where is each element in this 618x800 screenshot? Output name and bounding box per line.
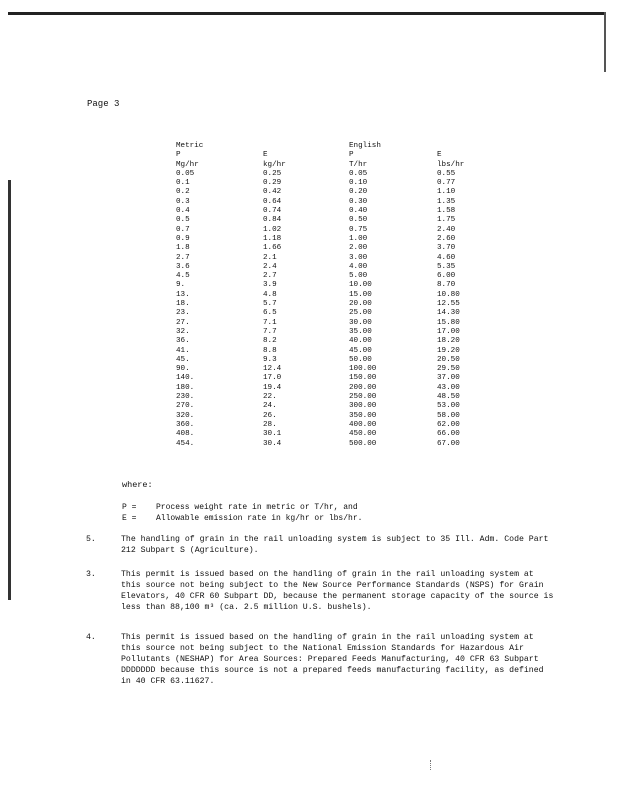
cell-p-metric: 0.1 <box>176 179 190 188</box>
cell-p-metric: 320. <box>176 411 195 420</box>
cell-e-metric: 8.2 <box>263 337 277 346</box>
cell-e-metric: 30.4 <box>263 439 282 448</box>
table-var-header <box>176 151 497 160</box>
cell-e-english: 10.80 <box>437 290 460 299</box>
cell-e-english: 1.58 <box>437 207 456 216</box>
table-row <box>176 300 497 309</box>
cell-e-english: 2.40 <box>437 225 456 234</box>
cell-e-english: 1.75 <box>437 216 456 225</box>
table-row <box>176 244 497 253</box>
cell-e-english: 43.00 <box>437 383 460 392</box>
cell-p-english: 20.00 <box>349 300 372 309</box>
cell-p-metric: 0.4 <box>176 207 190 216</box>
paragraph-text: This permit is issued based on the handling of grain in the rail unloading system at this source not being subject to the National Emission Standards for Hazardous Air Pollutants (NESHAP) for Area Sources: Prepared Feeds Manufacturing, 40 CFR 63 Subpart DDDDDDD because this source is not a prepared feeds manufacturing facility, as defined in 40 CFR 63.11627. <box>121 633 544 686</box>
cell-p-english: 10.00 <box>349 281 372 290</box>
table-row <box>176 179 497 188</box>
cell-e-english: 6.00 <box>437 272 456 281</box>
table-row <box>176 198 497 207</box>
cell-e-metric: 28. <box>263 420 277 429</box>
cell-p-english: 15.00 <box>349 290 372 299</box>
cell-p-metric: 0.05 <box>176 169 195 178</box>
cell-p-metric: 1.8 <box>176 244 190 253</box>
cell-p-english: 0.50 <box>349 216 368 225</box>
cell-e-metric: 0.64 <box>263 197 282 206</box>
cell-p-english: 2.00 <box>349 244 368 253</box>
cell-p-metric: 2.7 <box>176 253 190 262</box>
definition-var: E = <box>122 514 137 523</box>
scan-edge-left <box>8 180 11 600</box>
var-header-e-metric: E <box>263 151 268 160</box>
cell-e-metric: 2.1 <box>263 253 277 262</box>
cell-p-english: 300.00 <box>349 402 377 411</box>
var-header-e-english: E <box>437 151 442 160</box>
cell-e-metric: 1.18 <box>263 234 282 243</box>
cell-p-metric: 3.6 <box>176 262 190 271</box>
process-weight-table <box>176 142 497 449</box>
table-row <box>176 254 497 263</box>
unit-header-lbs-hr: lbs/hr <box>437 160 465 169</box>
paragraph-text: The handling of grain in the rail unloading system is subject to 35 Ill. Adm. Code Part 212 Subpart S (Agriculture). <box>121 535 549 555</box>
cell-e-english: 3.70 <box>437 244 456 253</box>
cell-p-english: 40.00 <box>349 337 372 346</box>
cell-p-english: 0.05 <box>349 169 368 178</box>
cell-p-english: 350.00 <box>349 411 377 420</box>
paragraph-4 <box>86 632 556 687</box>
cell-p-metric: 13. <box>176 290 190 299</box>
group-header-metric: Metric <box>176 142 204 150</box>
definition-var: P = <box>122 503 137 512</box>
table-row <box>176 170 497 179</box>
paragraph-text: This permit is issued based on the handling of grain in the rail unloading system at this source not being subject to the New Source Performance Standards (NSPS) for Grain Elevators, 40 CFR 60 Subpart DD, because the permanent storage capacity of the source is less than 88,100 m³ (ca. 2.5 million U.S. bushels). <box>121 570 554 612</box>
cell-e-english: 12.55 <box>437 300 460 309</box>
page-number: Page 3 <box>87 99 120 109</box>
table-row <box>176 356 497 365</box>
cell-p-metric: 18. <box>176 300 190 309</box>
table-row <box>176 393 497 402</box>
cell-e-metric: 8.8 <box>263 346 277 355</box>
cell-p-metric: 0.7 <box>176 225 190 234</box>
cell-e-english: 48.50 <box>437 393 460 402</box>
cell-e-english: 1.35 <box>437 197 456 206</box>
table-row <box>176 374 497 383</box>
table-row <box>176 412 497 421</box>
definition-text: Allowable emission rate in kg/hr or lbs/hr. <box>156 514 363 523</box>
cell-e-english: 19.20 <box>437 346 460 355</box>
table-row <box>176 281 497 290</box>
cell-e-english: 2.60 <box>437 234 456 243</box>
table-row <box>176 188 497 197</box>
cell-p-metric: 454. <box>176 439 195 448</box>
table-row <box>176 226 497 235</box>
cell-e-metric: 9.3 <box>263 355 277 364</box>
cell-e-metric: 1.02 <box>263 225 282 234</box>
scan-edge-right <box>604 12 606 72</box>
paragraph-number: 3. <box>86 570 96 579</box>
cell-e-metric: 26. <box>263 411 277 420</box>
cell-e-english: 67.00 <box>437 439 460 448</box>
table-row <box>176 216 497 225</box>
scan-edge-top <box>8 12 604 15</box>
cell-p-metric: 140. <box>176 374 195 383</box>
table-row <box>176 347 497 356</box>
cell-e-english: 1.10 <box>437 188 456 197</box>
cell-e-english: 15.80 <box>437 318 460 327</box>
cell-p-metric: 45. <box>176 355 190 364</box>
cell-e-metric: 3.9 <box>263 281 277 290</box>
cell-p-english: 30.00 <box>349 318 372 327</box>
cell-p-english: 1.00 <box>349 234 368 243</box>
cell-e-metric: 17.0 <box>263 374 282 383</box>
table-row <box>176 272 497 281</box>
table-unit-header <box>176 161 497 170</box>
cell-p-metric: 27. <box>176 318 190 327</box>
cell-e-english: 18.20 <box>437 337 460 346</box>
table-row <box>176 384 497 393</box>
cell-p-english: 3.00 <box>349 253 368 262</box>
cell-p-metric: 9. <box>176 281 186 290</box>
cell-e-metric: 0.74 <box>263 207 282 216</box>
cell-p-metric: 0.3 <box>176 197 190 206</box>
cell-p-metric: 90. <box>176 365 190 374</box>
table-row <box>176 430 497 439</box>
paragraph-5 <box>86 534 556 556</box>
cell-e-english: 4.60 <box>437 253 456 262</box>
cell-e-metric: 5.7 <box>263 300 277 309</box>
table-row <box>176 319 497 328</box>
cell-p-metric: 270. <box>176 402 195 411</box>
table-row <box>176 421 497 430</box>
where-label: where: <box>122 480 153 490</box>
cell-p-metric: 408. <box>176 430 195 439</box>
definition-text: Process weight rate in metric or T/hr, and <box>156 503 358 512</box>
cell-p-english: 250.00 <box>349 393 377 402</box>
cell-p-metric: 360. <box>176 420 195 429</box>
cell-p-english: 0.40 <box>349 207 368 216</box>
cell-p-english: 200.00 <box>349 383 377 392</box>
definition-p <box>122 502 362 513</box>
cell-p-english: 35.00 <box>349 327 372 336</box>
cell-e-metric: 12.4 <box>263 365 282 374</box>
variable-definitions <box>122 502 362 524</box>
cell-p-english: 0.20 <box>349 188 368 197</box>
cell-p-metric: 0.2 <box>176 188 190 197</box>
cell-p-metric: 180. <box>176 383 195 392</box>
cell-p-english: 150.00 <box>349 374 377 383</box>
cell-e-metric: 22. <box>263 393 277 402</box>
cell-p-metric: 0.5 <box>176 216 190 225</box>
cell-e-english: 0.77 <box>437 179 456 188</box>
group-header-blank-2 <box>437 142 497 151</box>
cell-e-metric: 0.84 <box>263 216 282 225</box>
cell-e-metric: 19.4 <box>263 383 282 392</box>
cell-p-english: 500.00 <box>349 439 377 448</box>
scan-artifact <box>430 760 441 770</box>
unit-header-t-hr: T/hr <box>349 160 368 169</box>
cell-e-metric: 2.7 <box>263 272 277 281</box>
cell-p-english: 45.00 <box>349 346 372 355</box>
paragraph-number: 4. <box>86 633 96 642</box>
table-row <box>176 235 497 244</box>
cell-e-metric: 6.5 <box>263 309 277 318</box>
cell-p-metric: 36. <box>176 337 190 346</box>
cell-p-english: 25.00 <box>349 309 372 318</box>
cell-p-metric: 0.9 <box>176 234 190 243</box>
table-row <box>176 207 497 216</box>
cell-p-metric: 41. <box>176 346 190 355</box>
cell-e-metric: 7.7 <box>263 327 277 336</box>
cell-e-english: 17.00 <box>437 327 460 336</box>
cell-p-english: 100.00 <box>349 365 377 374</box>
cell-p-english: 400.00 <box>349 420 377 429</box>
cell-e-english: 0.55 <box>437 169 456 178</box>
group-header-english: English <box>349 142 381 150</box>
cell-p-metric: 23. <box>176 309 190 318</box>
cell-e-english: 8.70 <box>437 281 456 290</box>
cell-e-english: 58.00 <box>437 411 460 420</box>
unit-header-kg-hr: kg/hr <box>263 160 286 169</box>
cell-p-english: 0.30 <box>349 197 368 206</box>
cell-e-metric: 30.1 <box>263 430 282 439</box>
cell-e-metric: 4.8 <box>263 290 277 299</box>
cell-e-english: 66.00 <box>437 430 460 439</box>
table-row <box>176 337 497 346</box>
cell-e-metric: 0.25 <box>263 169 282 178</box>
cell-p-english: 50.00 <box>349 355 372 364</box>
table-body <box>176 170 497 449</box>
unit-header-mg-hr: Mg/hr <box>176 160 199 169</box>
cell-e-metric: 0.29 <box>263 179 282 188</box>
table-row <box>176 402 497 411</box>
cell-p-metric: 4.5 <box>176 272 190 281</box>
table-row <box>176 263 497 272</box>
cell-e-english: 29.50 <box>437 365 460 374</box>
cell-e-english: 53.00 <box>437 402 460 411</box>
paragraph-number: 5. <box>86 535 96 544</box>
cell-p-english: 4.00 <box>349 262 368 271</box>
cell-e-english: 14.30 <box>437 309 460 318</box>
cell-p-english: 5.00 <box>349 272 368 281</box>
cell-p-metric: 230. <box>176 393 195 402</box>
paragraph-3 <box>86 569 556 613</box>
cell-p-english: 0.10 <box>349 179 368 188</box>
cell-e-metric: 1.66 <box>263 244 282 253</box>
cell-p-english: 0.75 <box>349 225 368 234</box>
table-row <box>176 291 497 300</box>
var-header-p-metric: P <box>176 151 181 160</box>
table-row <box>176 365 497 374</box>
definition-e <box>122 513 362 524</box>
var-header-p-english: P <box>349 151 354 160</box>
cell-e-english: 37.00 <box>437 374 460 383</box>
cell-e-metric: 24. <box>263 402 277 411</box>
table-row <box>176 440 497 449</box>
table-group-header <box>176 142 497 151</box>
cell-e-metric: 7.1 <box>263 318 277 327</box>
cell-e-english: 20.50 <box>437 355 460 364</box>
cell-e-metric: 0.42 <box>263 188 282 197</box>
table-row <box>176 328 497 337</box>
table-row <box>176 309 497 318</box>
group-header-blank-1 <box>263 142 349 151</box>
cell-p-english: 450.00 <box>349 430 377 439</box>
cell-e-english: 5.35 <box>437 262 456 271</box>
cell-p-metric: 32. <box>176 327 190 336</box>
cell-e-english: 62.00 <box>437 420 460 429</box>
cell-e-metric: 2.4 <box>263 262 277 271</box>
